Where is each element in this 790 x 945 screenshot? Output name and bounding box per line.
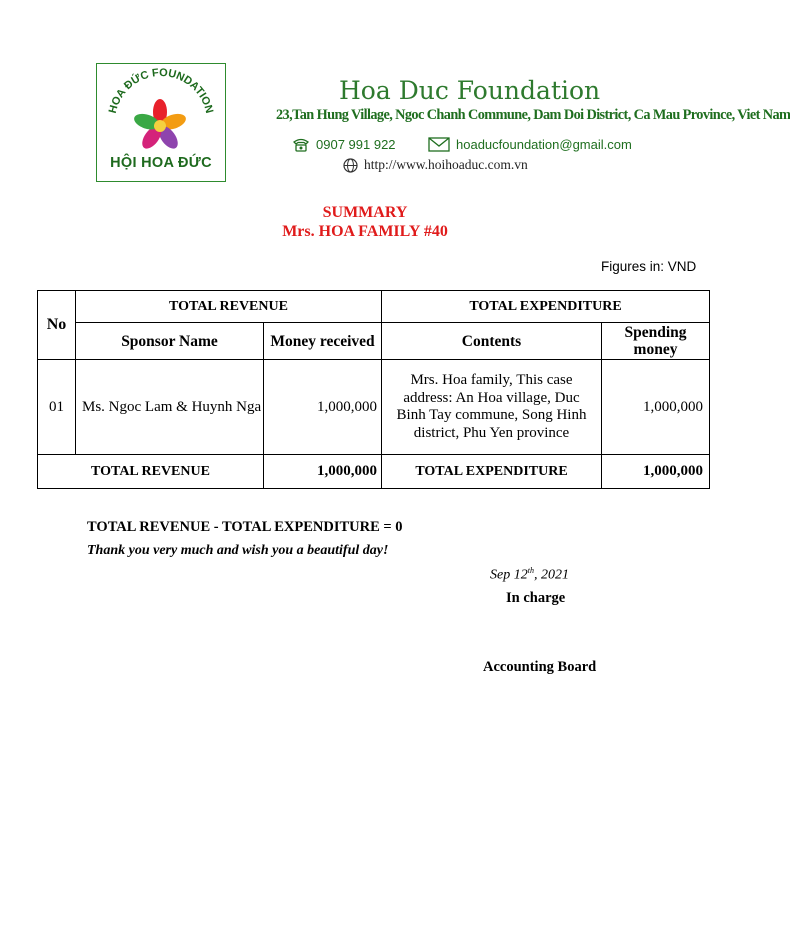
total-expenditure-value: 1,000,000	[602, 455, 710, 489]
header-no: No	[38, 291, 76, 360]
header-total-expenditure: TOTAL EXPENDITURE	[382, 291, 710, 323]
table-group-header-row	[38, 291, 710, 323]
balance-line: TOTAL REVENUE - TOTAL EXPENDITURE = 0	[87, 519, 403, 535]
table-total-row	[38, 455, 710, 489]
email-address[interactable]: hoaducfoundation@gmail.com	[456, 137, 632, 152]
lotus-flower-icon	[132, 99, 188, 152]
total-revenue-value: 1,000,000	[264, 455, 382, 489]
header-contents: Contents	[382, 323, 602, 360]
logo-bottom-text: HỘI HOA ĐỨC	[110, 155, 212, 171]
summary-title: SUMMARY	[322, 204, 408, 221]
org-address: 23,Tan Hung Village, Ngoc Chanh Commune, Dam Doi District, Ca Mau Province, Viet Nam	[276, 107, 790, 123]
globe-icon	[343, 158, 358, 173]
envelope-icon	[428, 137, 450, 152]
org-name: Hoa Duc Foundation	[339, 76, 601, 105]
table-row	[38, 360, 710, 455]
figures-note: Figures in: VND	[601, 259, 697, 274]
phone-icon	[292, 138, 310, 152]
total-expenditure-label: TOTAL EXPENDITURE	[382, 455, 602, 489]
thank-you-note: Thank you very much and wish you a beautiful day!	[87, 543, 389, 558]
website-link[interactable]: http://www.hoihoaduc.com.vn	[364, 157, 528, 172]
table-column-header-row	[38, 323, 710, 360]
total-revenue-label: TOTAL REVENUE	[38, 455, 264, 489]
date-year: , 2021	[533, 567, 569, 583]
header-spending-money: Spending money	[602, 323, 710, 360]
header-money-received: Money received	[264, 323, 382, 360]
row-money-received: 1,000,000	[264, 360, 382, 455]
header-sponsor-name: Sponsor Name	[76, 323, 264, 360]
logo-arc-text: HOA ĐỨC FOUNDATION	[106, 66, 216, 115]
row-no: 01	[38, 360, 76, 455]
date-suffix: th	[527, 566, 534, 575]
website-contact	[343, 157, 528, 173]
row-spending-money: 1,000,000	[602, 360, 710, 455]
date-month-day: Sep 12	[490, 567, 528, 583]
accounting-board-label: Accounting Board	[483, 659, 597, 675]
header-total-revenue: TOTAL REVENUE	[76, 291, 382, 323]
family-title: Mrs. HOA FAMILY #40	[282, 223, 448, 240]
row-sponsor: Ms. Ngoc Lam & Huynh Nga	[76, 360, 264, 455]
document-date	[490, 566, 569, 584]
phone-number: 0907 991 922	[316, 137, 396, 152]
email-contact	[428, 137, 632, 152]
row-contents: Mrs. Hoa family, This case address: An Hoa village, Duc Binh Tay commune, Song Hinh district, Phu Yen province	[382, 360, 602, 455]
phone-contact	[292, 137, 396, 152]
foundation-logo	[96, 63, 226, 182]
summary-table	[37, 290, 710, 489]
in-charge-label: In charge	[506, 590, 566, 606]
